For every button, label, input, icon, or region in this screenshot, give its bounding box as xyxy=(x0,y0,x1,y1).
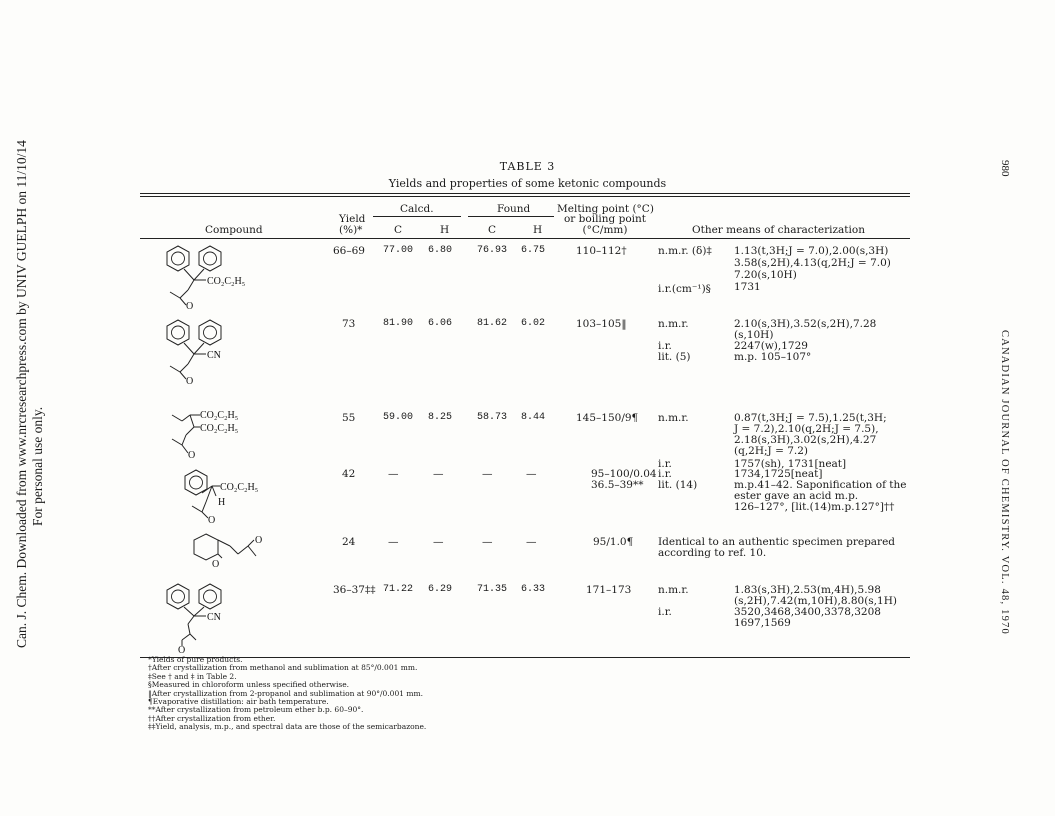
row3-method-1: n.m.r. xyxy=(658,412,689,424)
row6-data-1: 1.83(s,3H),2.53(m,4H),5.98 xyxy=(734,584,881,596)
oxygen-label: O xyxy=(212,559,220,570)
row4-data-4: 126–127°, [lit.(14)m.p.127°]†† xyxy=(734,501,895,513)
row5-calc-h: — xyxy=(433,536,444,548)
header-calcd-h: H xyxy=(440,224,450,236)
row1-data-3: 7.20(s,10H) xyxy=(734,269,797,281)
row6-yield: 36–37‡‡ xyxy=(333,584,376,596)
page-number: 980 xyxy=(999,160,1011,177)
row1-found-h: 6.75 xyxy=(521,245,546,256)
row5-found-c: — xyxy=(482,536,493,548)
row6-found-h: 6.33 xyxy=(521,584,546,595)
row2-method-1: n.m.r. xyxy=(658,318,689,330)
compound-structure-5 xyxy=(190,530,280,570)
row4-found-h: — xyxy=(526,468,537,480)
row3-found-h: 8.44 xyxy=(521,412,546,423)
row1-method-1: n.m.r. (δ)‡ xyxy=(658,245,712,257)
ester-label: CO₂C₂H₅ xyxy=(200,410,239,421)
row5-data-1: Identical to an authentic specimen prepared xyxy=(658,536,895,548)
download-line: Can. J. Chem. Downloaded from www.nrcresearchpress.com by UNIV GUELPH on 11/10/14 xyxy=(14,140,29,648)
row2-calc-h: 6.06 xyxy=(428,318,453,329)
row2-method-3: lit. (5) xyxy=(658,351,691,363)
row3-calc-h: 8.25 xyxy=(428,412,453,423)
footnote: †After crystallization from methanol and sublimation at 85°/0.001 mm. xyxy=(148,663,418,673)
row3-data-2: J = 7.2),2.10(q,2H;J = 7.5), xyxy=(734,423,879,435)
row1-data-2: 3.58(s,2H),4.13(q,2H;J = 7.0) xyxy=(734,257,891,269)
row4-calc-h: — xyxy=(433,468,444,480)
ester-label: CO₂C₂H₅ xyxy=(200,423,239,434)
footnote: ‖After crystallization from 2-propanol and sublimation at 90°/0.001 mm. xyxy=(148,688,423,698)
header-compound: Compound xyxy=(205,224,263,236)
row4-data-3: ester gave an acid m.p. xyxy=(734,490,859,502)
row4-yield: 42 xyxy=(342,468,356,480)
header-found-c: C xyxy=(488,224,497,236)
compound-structure-4 xyxy=(178,468,318,526)
row1-calc-c: 77.00 xyxy=(383,245,414,256)
header-yield-2: (%)* xyxy=(339,224,363,236)
row6-found-c: 71.35 xyxy=(477,584,508,595)
oxygen-label: O xyxy=(255,535,263,546)
row2-mp: 103–105‖ xyxy=(576,318,627,330)
table-label: TABLE 3 xyxy=(499,160,556,173)
row5-calc-c: — xyxy=(388,536,399,548)
row2-data-4: m.p. 105–107° xyxy=(734,351,812,363)
footnote: *Yields of pure products. xyxy=(148,655,243,664)
row4-calc-c: — xyxy=(388,468,399,480)
oxygen-label: O xyxy=(178,645,186,654)
row4-mp-1: 95–100/0.04 xyxy=(591,468,657,480)
oxygen-label: O xyxy=(186,376,194,386)
compound-structure-6 xyxy=(160,580,290,654)
hydrogen-label: H xyxy=(218,497,226,508)
nitrile-label: CN xyxy=(207,612,221,623)
header-mp-1: Melting point (°C) xyxy=(557,203,654,215)
header-yield-1: Yield xyxy=(339,213,366,225)
row1-mp: 110–112† xyxy=(576,245,627,257)
calcd-rule xyxy=(373,216,461,217)
table-footnotes xyxy=(148,656,426,732)
top-rule-2 xyxy=(140,196,910,197)
row5-data-2: according to ref. 10. xyxy=(658,547,767,559)
footnote: ‡See † and ‡ in Table 2. xyxy=(148,671,237,681)
row2-data-2: (s,10H) xyxy=(734,329,774,341)
row2-data-3: 2247(w),1729 xyxy=(734,340,808,352)
row5-yield: 24 xyxy=(342,536,356,548)
compound-structure-1 xyxy=(160,242,325,310)
row4-method-1: i.r. xyxy=(658,468,672,480)
row2-yield: 73 xyxy=(342,318,356,330)
row6-method-2: i.r. xyxy=(658,606,672,618)
footnote: **After crystallization from petroleum ether b.p. 60–90°. xyxy=(148,705,364,715)
footnote: §Measured in chloroform unless specified otherwise. xyxy=(148,680,350,690)
header-found: Found xyxy=(497,203,531,215)
found-rule xyxy=(468,216,554,217)
row1-calc-h: 6.80 xyxy=(428,245,453,256)
row3-calc-c: 59.00 xyxy=(383,412,414,423)
row4-mp-2: 36.5–39** xyxy=(591,479,644,491)
row5-found-h: — xyxy=(526,536,537,548)
row2-method-2: i.r. xyxy=(658,340,672,352)
row6-data-3: 3520,3468,3400,3378,3208 xyxy=(734,606,881,618)
compound-structure-2 xyxy=(160,316,290,386)
row3-yield: 55 xyxy=(342,412,356,424)
header-calcd-c: C xyxy=(394,224,403,236)
row2-found-h: 6.02 xyxy=(521,318,546,329)
footnote: ¶Evaporative distillation: air bath temperature. xyxy=(148,697,329,707)
row6-calc-c: 71.22 xyxy=(383,584,414,595)
row2-calc-c: 81.90 xyxy=(383,318,414,329)
row4-data-2: m.p.41–42. Saponification of the xyxy=(734,479,907,491)
row6-calc-h: 6.29 xyxy=(428,584,453,595)
footnote: ††After crystallization from ether. xyxy=(148,713,276,723)
row1-method-2: i.r.(cm⁻¹)§ xyxy=(658,283,711,295)
nitrile-label: CN xyxy=(207,350,221,361)
header-calcd: Calcd. xyxy=(400,203,434,215)
row3-data-1: 0.87(t,3H;J = 7.5),1.25(t,3H; xyxy=(734,412,887,424)
row5-mp: 95/1.0¶ xyxy=(593,536,634,548)
header-found-h: H xyxy=(533,224,543,236)
row4-found-c: — xyxy=(482,468,493,480)
row6-data-2: (s,2H),7.42(m,10H),8.80(s,1H) xyxy=(734,595,897,607)
row6-mp: 171–173 xyxy=(586,584,632,596)
row2-found-c: 81.62 xyxy=(477,318,508,329)
row3-data-5: 1757(sh), 1731[neat] xyxy=(734,458,847,470)
row1-data-1: 1.13(t,3H;J = 7.0),2.00(s,3H) xyxy=(734,245,889,257)
ester-label: CO₂C₂H₅ xyxy=(220,482,259,493)
row6-method-1: n.m.r. xyxy=(658,584,689,596)
personal-use-line: For personal use only. xyxy=(30,406,45,526)
row3-mp: 145–150/9¶ xyxy=(576,412,639,424)
ester-label: CO₂C₂H₅ xyxy=(207,276,246,287)
row4-method-2: lit. (14) xyxy=(658,479,698,491)
row1-data-4: 1731 xyxy=(734,281,761,293)
row3-data-3: 2.18(s,3H),3.02(s,2H),4.27 xyxy=(734,434,877,446)
footnote: ‡‡Yield, analysis, m.p., and spectral data are those of the semicarbazone. xyxy=(148,722,427,732)
row4-data-1: 1734,1725[neat] xyxy=(734,468,823,480)
header-mp-3: (°C/mm) xyxy=(582,224,628,236)
journal-running-head: CANADIAN JOURNAL OF CHEMISTRY. VOL. 48, 1970 xyxy=(999,330,1010,635)
download-notice xyxy=(0,0,70,816)
compound-structure-3 xyxy=(160,405,290,465)
header-rule xyxy=(140,238,910,239)
row1-found-c: 76.93 xyxy=(477,245,508,256)
row3-data-4: (q,2H;J = 7.2) xyxy=(734,445,809,457)
table-caption: Yields and properties of some ketonic compounds xyxy=(388,177,667,190)
header-other: Other means of characterization xyxy=(692,224,865,236)
row6-data-4: 1697,1569 xyxy=(734,617,791,629)
row3-found-c: 58.73 xyxy=(477,412,508,423)
oxygen-label: O xyxy=(188,450,196,461)
row3-method-2: i.r. xyxy=(658,458,672,470)
header-mp-2: or boiling point xyxy=(563,213,646,225)
row1-yield: 66–69 xyxy=(333,245,365,257)
top-rule xyxy=(140,193,910,194)
row2-data-1: 2.10(s,3H),3.52(s,2H),7.28 xyxy=(734,318,877,330)
oxygen-label: O xyxy=(208,515,216,526)
oxygen-label: O xyxy=(186,301,194,310)
